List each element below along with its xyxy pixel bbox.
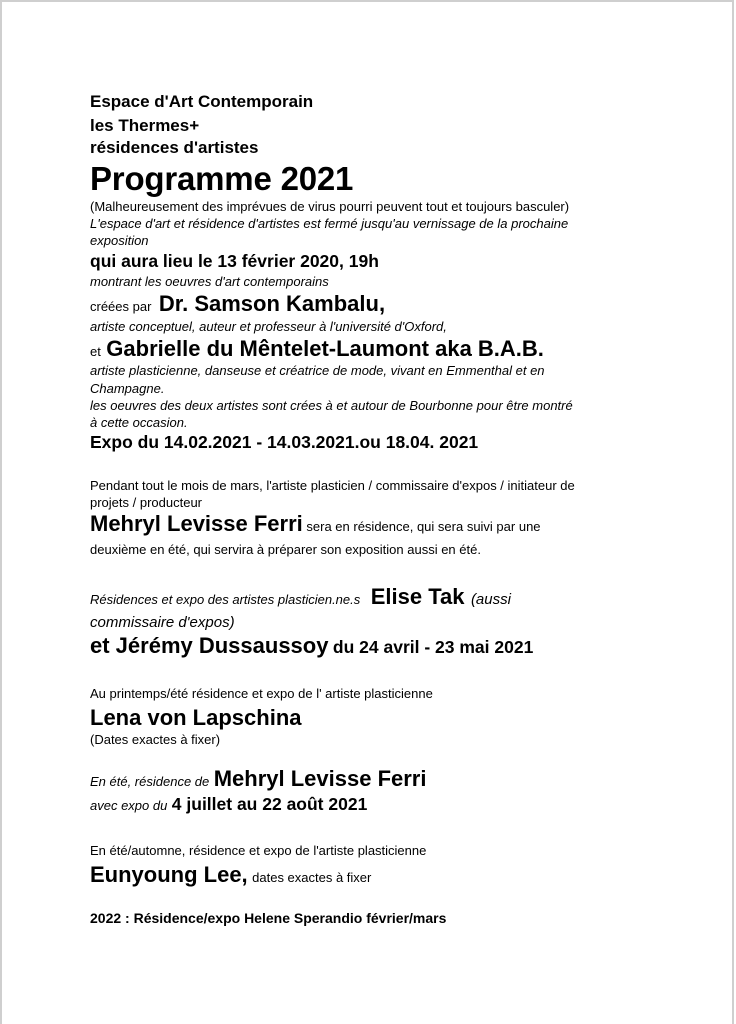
summer-intro: En été, résidence de [90, 774, 210, 789]
artist1-name: Dr. Samson Kambalu, [158, 291, 386, 316]
closed-notice-line-2: exposition [90, 233, 149, 248]
jeremy-line [90, 635, 533, 657]
summer-expo-dates: 4 juillet au 22 août 2021 [171, 794, 368, 814]
artist1-line [90, 293, 385, 315]
jeremy-name: et Jérémy Dussaussoy [90, 633, 329, 658]
created-by-label: créées par [90, 299, 152, 314]
and-label: et [90, 344, 101, 359]
header-line-3: résidences d'artistes [90, 138, 259, 157]
header-line-2: les Thermes+ [90, 116, 200, 135]
elise-tak-name: Elise Tak [370, 584, 465, 609]
spring-dates: du 24 avril - 23 mai 2021 [332, 637, 534, 657]
lena-name: Lena von Lapschina [90, 705, 302, 730]
lena-dates-note: (Dates exactes à fixer) [90, 732, 221, 747]
showing-text: montrant les oeuvres d'art contemporains [90, 274, 329, 289]
next-year-line: 2022 : Résidence/expo Helene Sperandio février/mars [90, 910, 447, 926]
vernissage-date: qui aura lieu le 13 février 2020, 19h [90, 251, 379, 271]
autumn-artist-line [90, 864, 371, 886]
works-line-1: les oeuvres des deux artistes sont crées à et autour de Bourbonne pour être montré [90, 398, 573, 413]
spring-residency-line [90, 586, 511, 608]
march-artist-name: Mehryl Levisse Ferri [90, 511, 303, 536]
elise-tak-note: (aussi [470, 591, 511, 608]
artist2-name: Gabrielle du Mêntelet-Laumont aka B.A.B. [106, 336, 544, 361]
works-line-2: à cette occasion. [90, 415, 188, 430]
spring-intro: Résidences et expo des artistes plasticien.ne.s [90, 592, 361, 607]
march-description-line-1: sera en résidence, qui sera suivi par une [302, 519, 541, 534]
summer-expo-label: avec expo du [90, 798, 168, 813]
elise-tak-note-line-2: commissaire d'expos) [90, 614, 235, 631]
artist2-description-line-1: artiste plasticienne, danseuse et créatrice de mode, vivant en Emmenthal et en [90, 363, 545, 378]
march-intro-line-2: projets / producteur [90, 495, 203, 510]
lena-intro: Au printemps/été résidence et expo de l' artiste plasticienne [90, 686, 433, 701]
march-intro-line-1: Pendant tout le mois de mars, l'artiste plasticien / commissaire d'expos / initiateur de [90, 478, 575, 493]
autumn-dates-note: dates exactes à fixer [252, 870, 372, 885]
header-line-1: Espace d'Art Contemporain [90, 92, 314, 111]
virus-note: (Malheureusement des imprévues de virus pourri peuvent tout et toujours basculer) [90, 199, 570, 214]
page-title: Programme 2021 [90, 160, 354, 197]
autumn-intro: En été/automne, résidence et expo de l'artiste plasticienne [90, 843, 427, 858]
march-artist-line [90, 513, 541, 535]
summer-artist-name: Mehryl Levisse Ferri [213, 766, 427, 791]
expo-dates: Expo du 14.02.2021 - 14.03.2021.ou 18.04. 2021 [90, 432, 479, 452]
summer-expo-line [90, 796, 367, 814]
march-description-line-2: deuxième en été, qui servira à préparer son exposition aussi en été. [90, 542, 481, 557]
summer-residency-line [90, 768, 426, 790]
closed-notice-line-1: L'espace d'art et résidence d'artistes est fermé jusqu'au vernissage de la prochaine [90, 216, 569, 231]
autumn-artist-name: Eunyoung Lee, [90, 862, 248, 887]
artist2-description-line-2: Champagne. [90, 381, 165, 396]
artist1-description: artiste conceptuel, auteur et professeur à l'université d'Oxford, [90, 319, 447, 334]
artist2-line [90, 338, 544, 360]
